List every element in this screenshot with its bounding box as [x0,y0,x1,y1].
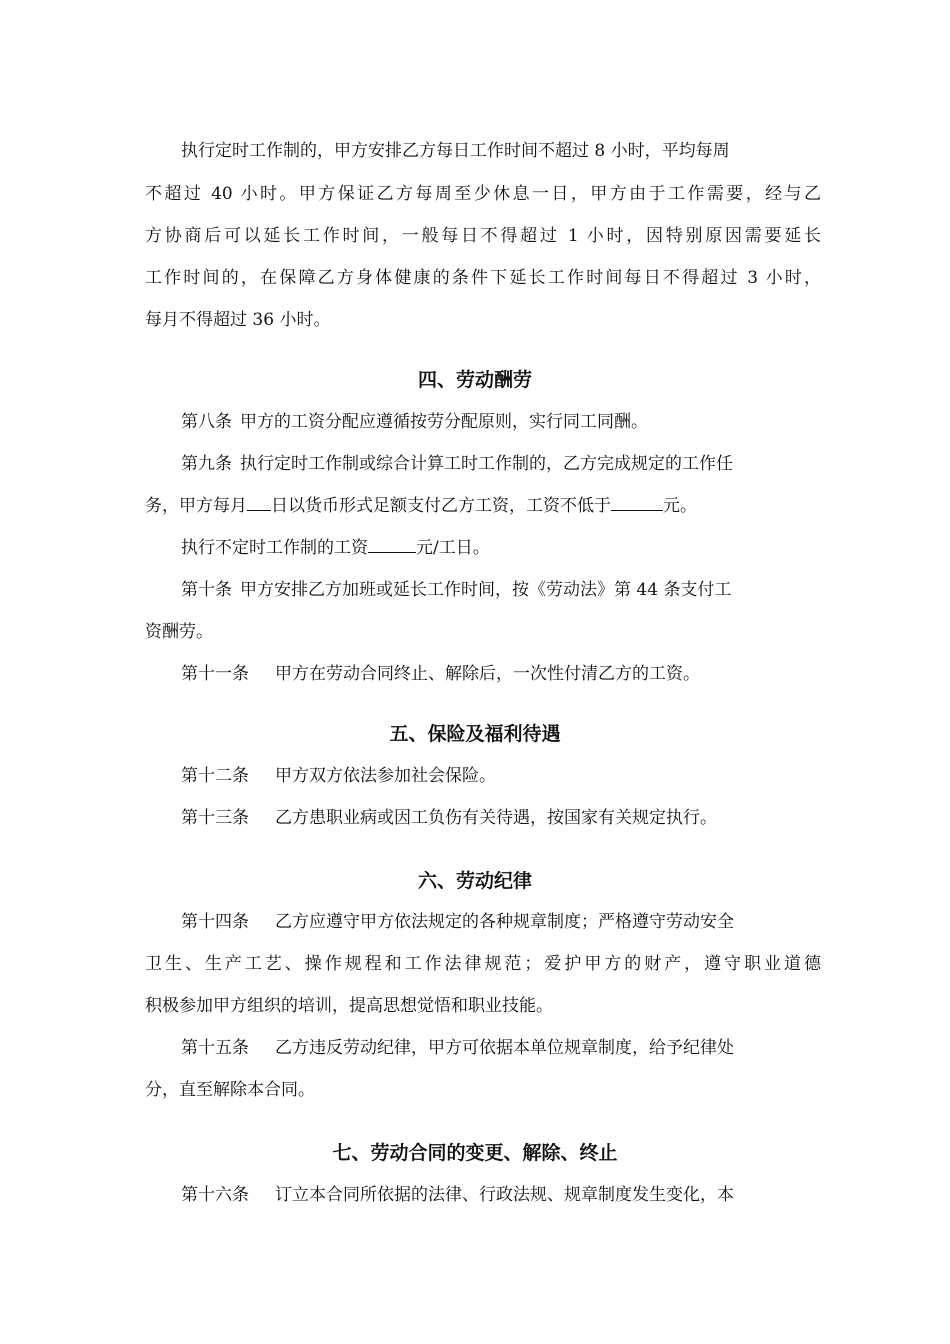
article-13 [181,806,717,830]
article-9 [181,452,733,476]
article-text: 乙方患职业病或因工负伤有关待遇，按国家有关规定执行。 [275,808,717,828]
paragraph-line: 积极参加甲方组织的培训，提高思想觉悟和职业技能。 [145,996,553,1016]
article-text: 乙方应遵守甲方依法规定的各种规章制度；严格遵守劳动安全 [275,912,734,932]
section-heading: 六、劳动纪律 [417,870,532,892]
article-15 [181,1036,734,1060]
text-run: 务，甲方每月 [145,496,247,516]
section-heading: 七、劳动合同的变更、解除、终止 [332,1142,618,1164]
article-12 [181,764,496,788]
article-label: 第十三条 [181,808,249,828]
article-10 [181,578,731,602]
article-text: 甲方的工资分配应遵循按劳分配原则，实行同工同酬。 [240,412,648,432]
article-label: 第十二条 [181,766,249,786]
paragraph-line: 执行定时工作制的，甲方安排乙方每日工作时间不超过 8 小时，平均每周 [181,141,730,161]
text-run: 元/工日。 [416,538,490,558]
paragraph-line: 每月不得超过 36 小时。 [145,310,331,330]
article-label: 第九条 [181,454,232,474]
article-label: 第十五条 [181,1038,249,1058]
fill-blank [611,494,663,511]
text-run: 元。 [663,496,697,516]
paragraph-line: 资酬劳。 [145,622,213,642]
paragraph-line: 工作时间的，在保障乙方身体健康的条件下延长工作时间每日不得超过 3 小时， [145,268,821,288]
article-label: 第十六条 [181,1185,249,1205]
fill-blank [247,494,271,511]
article-11 [181,662,700,686]
article-16 [181,1183,734,1207]
article-label: 第十条 [181,580,232,600]
paragraph-line: 分，直至解除本合同。 [145,1080,315,1100]
paragraph-line: 方协商后可以延长工作时间，一般每日不得超过 1 小时，因特别原因需要延长 [145,226,821,246]
paragraph-line: 不超过 40 小时。甲方保证乙方每周至少休息一日，甲方由于工作需要，经与乙 [145,184,821,204]
article-text: 乙方违反劳动纪律，甲方可依据本单位规章制度，给予纪律处 [275,1038,734,1058]
paragraph-line: 卫生、生产工艺、操作规程和工作法律规范；爱护甲方的财产，遵守职业道德 [145,954,821,974]
article-8 [181,410,648,434]
article-text: 甲方安排乙方加班或延长工作时间，按《劳动法》第 44 条支付工 [240,580,732,600]
fill-blank [368,536,416,553]
article-label: 第十一条 [181,664,249,684]
article-label: 第八条 [181,412,232,432]
article-label: 第十四条 [181,912,249,932]
text-run: 日以货币形式足额支付乙方工资，工资不低于 [271,496,611,516]
article-text: 执行定时工作制或综合计算工时工作制的，乙方完成规定的工作任 [240,454,733,474]
section-heading: 四、劳动酬劳 [417,369,532,391]
article-text: 甲方双方依法参加社会保险。 [275,766,496,786]
article-text: 甲方在劳动合同终止、解除后，一次性付清乙方的工资。 [275,664,700,684]
article-text: 订立本合同所依据的法律、行政法规、规章制度发生变化，本 [275,1185,734,1205]
section-heading: 五、保险及福利待遇 [389,723,561,745]
paragraph-line [181,536,490,560]
article-14 [181,910,734,934]
paragraph-line [145,494,697,518]
text-run: 执行不定时工作制的工资 [181,538,368,558]
